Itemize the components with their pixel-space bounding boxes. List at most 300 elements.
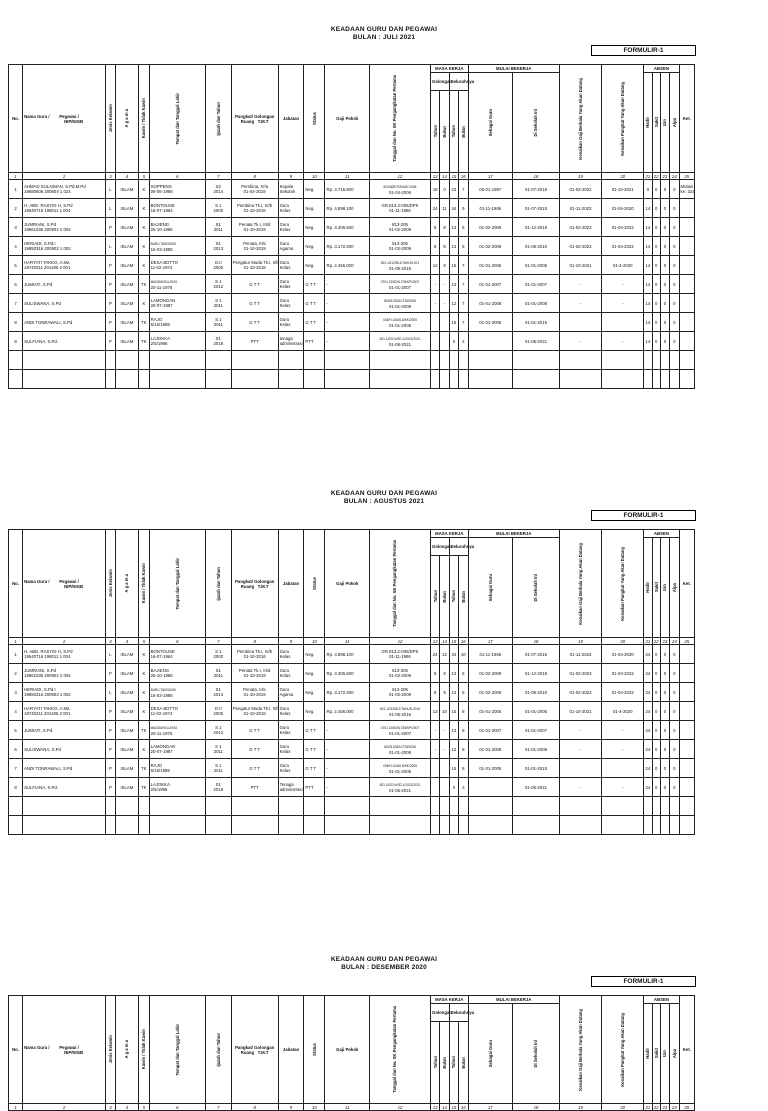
marital-status: K (142, 205, 146, 211)
cell-sel-tahun (449, 645, 458, 664)
cell-jabatan (278, 702, 304, 721)
header-text: Izin (662, 1050, 668, 1057)
header-text: Bulan (442, 125, 448, 138)
cell-kawin (139, 218, 150, 237)
religion: ISLAM (120, 727, 134, 733)
present-count: 14 (645, 243, 651, 249)
start-at-school: 01-07-2015 (525, 186, 547, 192)
cell-alpa (670, 199, 679, 218)
cell-kp (602, 645, 644, 664)
cell-jk (106, 237, 115, 256)
degree: D.II (214, 260, 222, 265)
cell-gol-bulan (440, 702, 449, 721)
position: Guru (279, 763, 290, 768)
next-salary-raise: 01-02-2023 (569, 243, 592, 249)
cell-hadir (644, 218, 652, 237)
marital-status: K (142, 746, 146, 752)
column-number: 22 (653, 173, 659, 179)
position-detail: Kelas (279, 749, 291, 754)
cell-status (304, 256, 325, 275)
sk-number: GR.813.2-006/DPK (381, 203, 419, 208)
header-text: Status (311, 1043, 317, 1056)
present-count: 14 (645, 224, 651, 230)
cell-ijazah (205, 218, 231, 237)
religion: ISLAM (120, 205, 134, 211)
cell-name (23, 702, 106, 721)
cell-di-sekolah (513, 218, 560, 237)
position: Guru (279, 687, 290, 692)
cell-status (304, 721, 328, 740)
golongan-months: - (443, 727, 446, 733)
golongan-months: 9 (443, 262, 446, 268)
column-number: 17 (468, 638, 513, 645)
empty-cell (278, 351, 304, 370)
teacher-nip: 19850316 200902 1 002 (24, 692, 71, 697)
header-golongan (430, 1004, 453, 1022)
cell-jk (106, 256, 115, 275)
cell-sakit (652, 683, 660, 702)
cell-status (304, 332, 328, 351)
cell-kp (602, 294, 644, 313)
golongan-months: 8 (443, 224, 446, 230)
cell-jk (106, 294, 115, 313)
empty-cell (9, 797, 23, 816)
header-text: Gaji Pokok (336, 581, 359, 586)
header-text: A g a m a (124, 574, 130, 593)
cell-gaji (325, 683, 370, 702)
header-name (23, 996, 106, 1104)
header-agama (115, 65, 138, 173)
header-text: Izin (662, 119, 668, 126)
cell-jk (106, 275, 115, 294)
cell-gaji (325, 332, 370, 351)
cell-sel-tahun (449, 721, 458, 740)
golongan-years: 8 (433, 243, 437, 249)
leave-count: 0 (663, 319, 667, 325)
header-pangkat (231, 996, 278, 1104)
next-salary-raise: - (579, 784, 582, 790)
cell-pangkat (231, 664, 278, 683)
birth-date: 2/5/1995 (150, 341, 168, 346)
cell-gol-bulan (440, 759, 449, 778)
sick-count: 0 (654, 708, 658, 714)
cell-agama (115, 294, 138, 313)
golongan-months: 11 (442, 205, 447, 211)
religion: ISLAM (120, 319, 134, 325)
cell-kp (602, 199, 644, 218)
empty-cell (440, 351, 449, 370)
golongan-months: - (443, 300, 446, 306)
start-as-teacher: 01-02-2009 (479, 243, 502, 249)
cell-sel-bulan (459, 759, 468, 778)
empty-cell (449, 816, 458, 835)
degree: S 1 (215, 649, 222, 654)
next-salary-raise: 01-02-2022 (569, 186, 592, 192)
cell-name (23, 294, 106, 313)
header-text: Jabatan (282, 581, 300, 586)
present-count: 24 (645, 727, 651, 733)
header-izin (660, 73, 669, 173)
cell-sel-bulan (459, 180, 468, 199)
sick-count: 0 (654, 765, 658, 771)
position-detail: Kelas (279, 227, 291, 232)
cell-ttl (149, 199, 205, 218)
header-text: Bulan (460, 590, 466, 603)
header-mulai-bekerja (468, 530, 559, 538)
cell-ijazah (205, 313, 231, 332)
cell-di-sekolah (513, 645, 560, 664)
birth-place: BAJIENG (150, 222, 170, 227)
base-salary: Rp. 2.456.000 (326, 262, 354, 268)
header-ket (679, 530, 694, 638)
cell-agama (115, 180, 138, 199)
cell-hadir (644, 740, 652, 759)
present-count: 14 (645, 338, 651, 344)
column-number: 2 (23, 173, 106, 180)
cell-hadir (644, 645, 652, 664)
header-text: Tahun (432, 1056, 438, 1069)
empty-cell (679, 351, 694, 370)
cell-sel-bulan (459, 256, 468, 275)
column-number: 12 (370, 1104, 431, 1111)
gender: P (109, 746, 112, 752)
row-no: 6 (14, 746, 17, 752)
column-number: 25 (679, 173, 694, 180)
column-number: 6 (149, 173, 205, 180)
cell-sebagai-guru (468, 332, 513, 351)
row-no: 3 (14, 224, 17, 230)
gender: P (109, 281, 112, 287)
leave-count: 0 (663, 689, 667, 695)
header-text: MULAI BEKERJA (496, 997, 532, 1002)
cell-ttl (149, 180, 205, 199)
cell-sk (370, 778, 431, 797)
cell-hadir (644, 275, 652, 294)
cell-kgb (559, 180, 601, 199)
cell-izin (660, 294, 669, 313)
rank: G T T (249, 765, 261, 771)
cell-sakit (652, 313, 660, 332)
empty-cell (370, 370, 431, 389)
header-sebagai-guru (468, 73, 513, 173)
start-at-school: 01-06-2010 (525, 243, 547, 249)
teacher-name: JUMRIANI, S.Pd (24, 222, 57, 227)
column-number: 10 (304, 1104, 325, 1111)
rank: PTT (250, 338, 259, 344)
start-at-school: 01-12-2018 (525, 670, 547, 676)
rank: G T T (249, 746, 261, 752)
header-di-sekolah (513, 73, 560, 173)
cell-hadir (644, 294, 652, 313)
cell-sakit (652, 237, 660, 256)
table-row (9, 313, 695, 332)
birth-place: SOPPENG (150, 184, 172, 189)
cell-izin (660, 313, 669, 332)
cell-sebagai-guru (468, 702, 513, 721)
golongan-years: 12 (432, 262, 438, 268)
column-number: 5 (139, 173, 150, 180)
column-number: 8 (231, 638, 278, 645)
table-row (9, 759, 695, 778)
header-hadir (644, 538, 652, 638)
cell-kp (602, 237, 644, 256)
header-izin (660, 538, 669, 638)
column-number: 22 (653, 1104, 659, 1110)
header-bulan (459, 556, 468, 638)
total-months: 2 (462, 338, 465, 344)
total-years: 15 (451, 262, 457, 268)
cell-hadir (644, 721, 652, 740)
header-kawin (139, 530, 150, 638)
column-number: 16 (459, 1104, 468, 1111)
empty-cell (115, 797, 138, 816)
header-text: Bulan (460, 1056, 466, 1069)
rank: G T T (249, 281, 261, 287)
column-number: 15 (449, 173, 458, 180)
cell-kawin (139, 721, 150, 740)
header-no (9, 996, 23, 1104)
empty-cell (559, 797, 601, 816)
birth-place: DESA BOTTO (150, 706, 179, 711)
column-number: 24 (670, 1104, 679, 1111)
column-number: 5 (139, 638, 150, 645)
cell-sakit (652, 218, 660, 237)
cell-di-sekolah (513, 180, 560, 199)
sick-count: 0 (654, 205, 658, 211)
cell-gol-bulan (440, 180, 449, 199)
start-at-school: 01-06-2010 (525, 689, 547, 695)
header-kawin (139, 996, 150, 1104)
next-salary-raise: 01-10-2021 (569, 262, 592, 268)
empty-cell (325, 816, 370, 835)
teacher-name: SULFIANA, S.Pd. (24, 338, 58, 344)
staff-table (8, 64, 695, 389)
cell-ket (679, 740, 694, 759)
column-number: 9 (278, 173, 304, 180)
empty-cell (205, 816, 231, 835)
cell-sakit (652, 180, 660, 199)
header-text: Ruang (240, 1049, 255, 1055)
column-number: 14 (440, 1104, 449, 1111)
empty-cell (679, 797, 694, 816)
position-detail: Kelas (279, 654, 291, 659)
religion: ISLAM (120, 243, 134, 249)
cell-pangkat (231, 759, 278, 778)
cell-jabatan (278, 294, 304, 313)
cell-izin (660, 275, 669, 294)
employment-status: G T T (305, 300, 317, 306)
religion: ISLAM (120, 338, 134, 344)
total-years: 12 (451, 746, 457, 752)
empty-cell (430, 816, 439, 835)
religion: ISLAM (120, 689, 134, 695)
cell-kgb (559, 778, 601, 797)
gender: P (109, 727, 112, 733)
cell-status (304, 645, 325, 664)
cell-name (23, 256, 106, 275)
cell-agama (115, 199, 138, 218)
cell-alpa (670, 180, 679, 199)
birth-date: 5/15/1989 (150, 322, 170, 327)
header-text: No. (12, 116, 19, 121)
cell-agama (115, 275, 138, 294)
column-number: 25 (679, 1104, 694, 1111)
cell-agama (115, 332, 138, 351)
next-promotion: - (622, 727, 624, 733)
birth-date: 16-07-1964 (150, 208, 173, 213)
position-detail: administrasi (279, 341, 303, 346)
cell-di-sekolah (513, 332, 560, 351)
header-text: T.M.T (257, 583, 269, 589)
cell-gol-tahun (430, 721, 439, 740)
golongan-years: 8 (433, 670, 437, 676)
position: Guru (279, 241, 290, 246)
cell-gol-tahun (430, 702, 439, 721)
row-no: 9 (14, 338, 17, 344)
birth-place: BONTOUSE (150, 649, 175, 654)
marital-status: TK (141, 784, 147, 790)
total-years: 15 (451, 708, 457, 714)
cell-di-sekolah (513, 313, 560, 332)
absent-count: 0 (673, 708, 676, 714)
cell-no (9, 218, 23, 237)
cell-alpa (670, 702, 679, 721)
next-salary-raise: 01-02-2023 (569, 689, 592, 695)
header-sebagai-guru (468, 538, 513, 638)
column-number: 11 (325, 173, 370, 180)
base-salary: - (326, 300, 328, 306)
birth-place: LAJOKKA (150, 336, 171, 341)
header-bulan (440, 91, 449, 173)
cell-name (23, 664, 106, 683)
cell-sk (370, 664, 431, 683)
row-no: 5 (14, 727, 17, 733)
start-as-teacher: 01-01-2007 (479, 727, 502, 733)
cell-kawin (139, 778, 150, 797)
column-number-row (9, 1104, 695, 1111)
cell-gol-bulan (440, 294, 449, 313)
header-name (23, 530, 106, 638)
base-salary: - (326, 765, 328, 771)
leave-count: 0 (663, 224, 667, 230)
cell-hadir (644, 199, 652, 218)
cell-gol-tahun (430, 180, 439, 199)
cell-no (9, 332, 23, 351)
empty-cell (115, 816, 138, 835)
cell-sebagai-guru (468, 180, 513, 199)
cell-jabatan (278, 237, 304, 256)
cell-ket (679, 256, 694, 275)
start-as-teacher: 06-01-1997 (479, 186, 502, 192)
column-number: 18 (513, 638, 560, 645)
doc-subtitle: BULAN : AGUSTUS 2021 (343, 498, 425, 505)
cell-sk (370, 180, 431, 199)
total-months: 10 (460, 651, 466, 657)
rank-tmt: 01-10-2019 (243, 227, 266, 232)
base-salary: Rp. 4.898.100 (326, 651, 354, 657)
header-di-sekolah (513, 1004, 560, 1104)
cell-name (23, 740, 106, 759)
cell-sakit (652, 740, 660, 759)
total-years: 13 (451, 224, 457, 230)
cell-ttl (149, 721, 205, 740)
cell-gol-bulan (440, 721, 449, 740)
cell-agama (115, 645, 138, 664)
total-months: 7 (462, 281, 465, 287)
column-number: 23 (660, 638, 669, 645)
cell-sel-tahun (449, 313, 458, 332)
table-row (9, 721, 695, 740)
teacher-name: JUMIATI, S.Pd (24, 727, 53, 733)
cell-sk (370, 256, 431, 275)
sk-number: 034/H.14/AS.8/SK/2005 (383, 763, 417, 768)
column-number: 3 (106, 638, 115, 645)
empty-cell (670, 351, 679, 370)
cell-ttl (149, 237, 205, 256)
empty-cell (459, 351, 468, 370)
column-number: 8 (231, 173, 278, 180)
header-text: Kenaikan Gaji Berkala Yang Akan Datang (578, 542, 584, 625)
column-number: 12 (370, 173, 431, 180)
birth-place: LAMONGAN (150, 298, 176, 303)
position: tenaga (279, 336, 293, 341)
degree: S2 (215, 184, 221, 189)
absent-count: 0 (673, 205, 676, 211)
empty-cell (325, 351, 370, 370)
cell-ijazah (205, 721, 231, 740)
cell-sebagai-guru (468, 218, 513, 237)
cell-di-sekolah (513, 275, 560, 294)
start-at-school: 01-01-2005 (525, 262, 547, 268)
cell-sel-bulan (459, 218, 468, 237)
rank-tmt: 01-10-2018 (243, 711, 266, 716)
cell-ket (679, 218, 694, 237)
cell-gol-tahun (430, 759, 439, 778)
degree-year: 2011 (213, 227, 223, 232)
religion: ISLAM (120, 651, 134, 657)
cell-sel-bulan (459, 740, 468, 759)
cell-hadir (644, 778, 652, 797)
header-text: Ket. (682, 581, 691, 586)
empty-cell (430, 370, 439, 389)
teacher-name: HERIADI, S.Pd.I (24, 241, 56, 246)
marital-status: K (142, 224, 146, 230)
total-years: 13 (451, 689, 457, 695)
cell-status (304, 275, 328, 294)
birth-date: 25-10-1986 (150, 673, 173, 678)
cell-kawin (139, 702, 150, 721)
empty-cell (559, 351, 601, 370)
empty-cell (602, 370, 644, 389)
header-text: Tanggal dan No. SK Pengangkatan Pertama (392, 1006, 397, 1093)
empty-cell (602, 816, 644, 835)
leave-count: 0 (663, 727, 667, 733)
cell-pangkat (231, 778, 278, 797)
cell-alpa (670, 721, 679, 740)
golongan-months: 12 (442, 651, 447, 657)
cell-sebagai-guru (468, 199, 513, 218)
employment-status: G T T (305, 727, 317, 733)
cell-kp (602, 778, 644, 797)
marital-status: K (142, 708, 146, 714)
cell-jk (106, 721, 115, 740)
cell-agama (115, 664, 138, 683)
start-at-school: 01-01-2007 (525, 727, 547, 733)
header-text: MASA KERJA (435, 66, 464, 71)
row-no: 7 (14, 765, 17, 771)
birth-date: 16-07-1964 (150, 654, 173, 659)
empty-cell (370, 351, 431, 370)
